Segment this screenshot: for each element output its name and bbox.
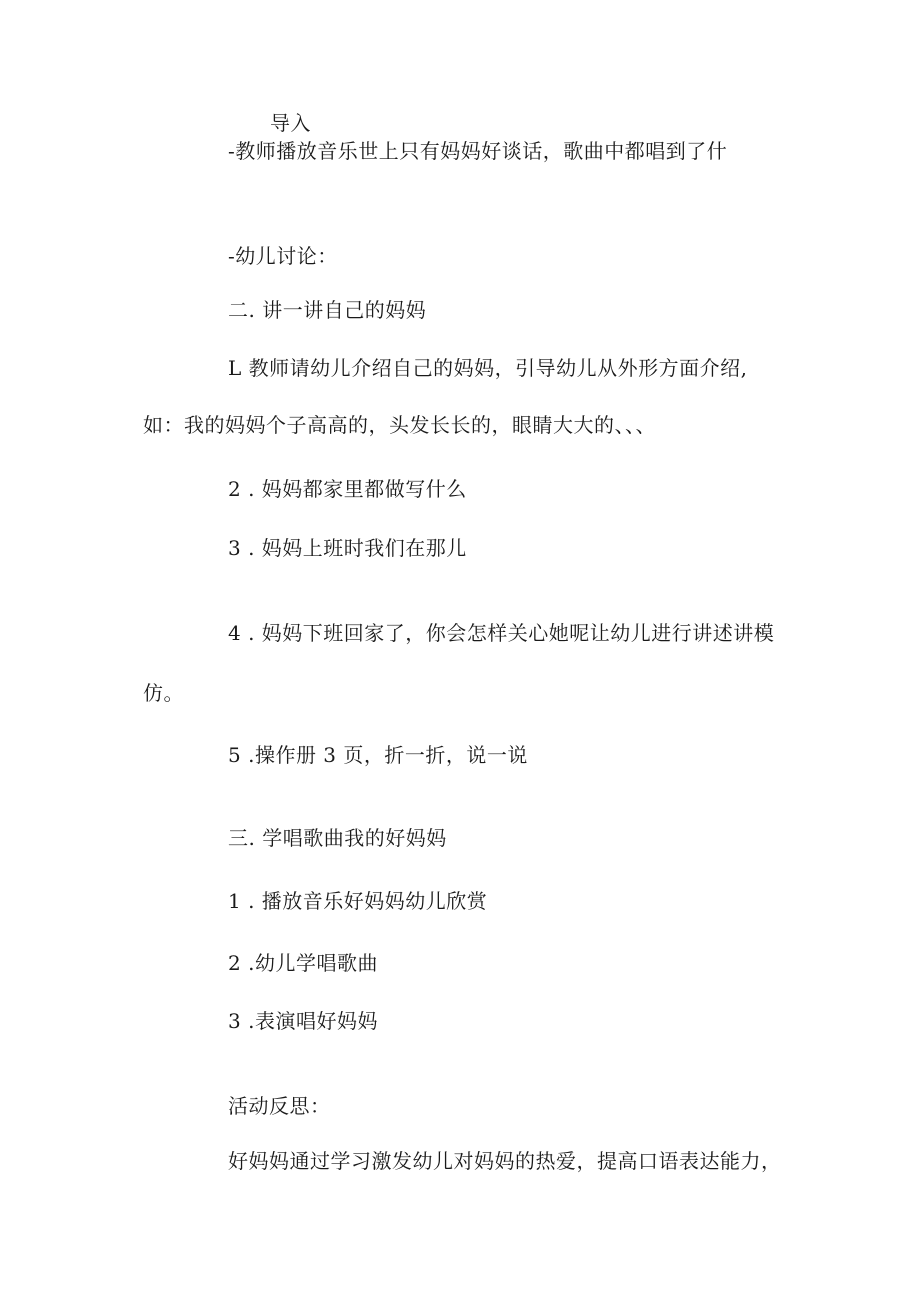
paragraph-line: 仿。 [143,681,184,705]
list-item: 2 . 妈妈都家里都做写什么 [228,477,467,501]
paragraph-line: L 教师请幼儿介绍自己的妈妈，引导幼儿从外形方面介绍, [228,356,748,380]
paragraph-line: 好妈妈通过学习激发幼儿对妈妈的热爱，提高口语表达能力， [228,1149,782,1173]
paragraph-line: -幼儿讨论： [228,244,338,268]
section-heading: 三. 学唱歌曲我的好妈妈 [228,826,447,850]
paragraph-line: 如：我的妈妈个子高高的，头发长长的，眼睛大大的、、、 [143,413,656,437]
list-item: 4 . 妈妈下班回家了，你会怎样关心她呢让幼儿进行讲述讲模 [228,621,775,645]
list-item: 2 .幼儿学唱歌曲 [228,951,378,975]
paragraph-line: -教师播放音乐世上只有妈妈好谈话，歌曲中都唱到了什 [228,139,728,163]
section-heading: 活动反思： [228,1094,331,1118]
list-item: 5 .操作册 3 页，折一折，说一说 [228,743,528,767]
heading-intro: 导入 [270,111,311,135]
section-heading: 二. 讲一讲自己的妈妈 [228,298,427,322]
list-item: 3 . 妈妈上班时我们在那儿 [228,536,467,560]
list-item: 1 . 播放音乐好妈妈幼儿欣赏 [228,889,488,913]
list-item: 3 .表演唱好妈妈 [228,1009,378,1033]
